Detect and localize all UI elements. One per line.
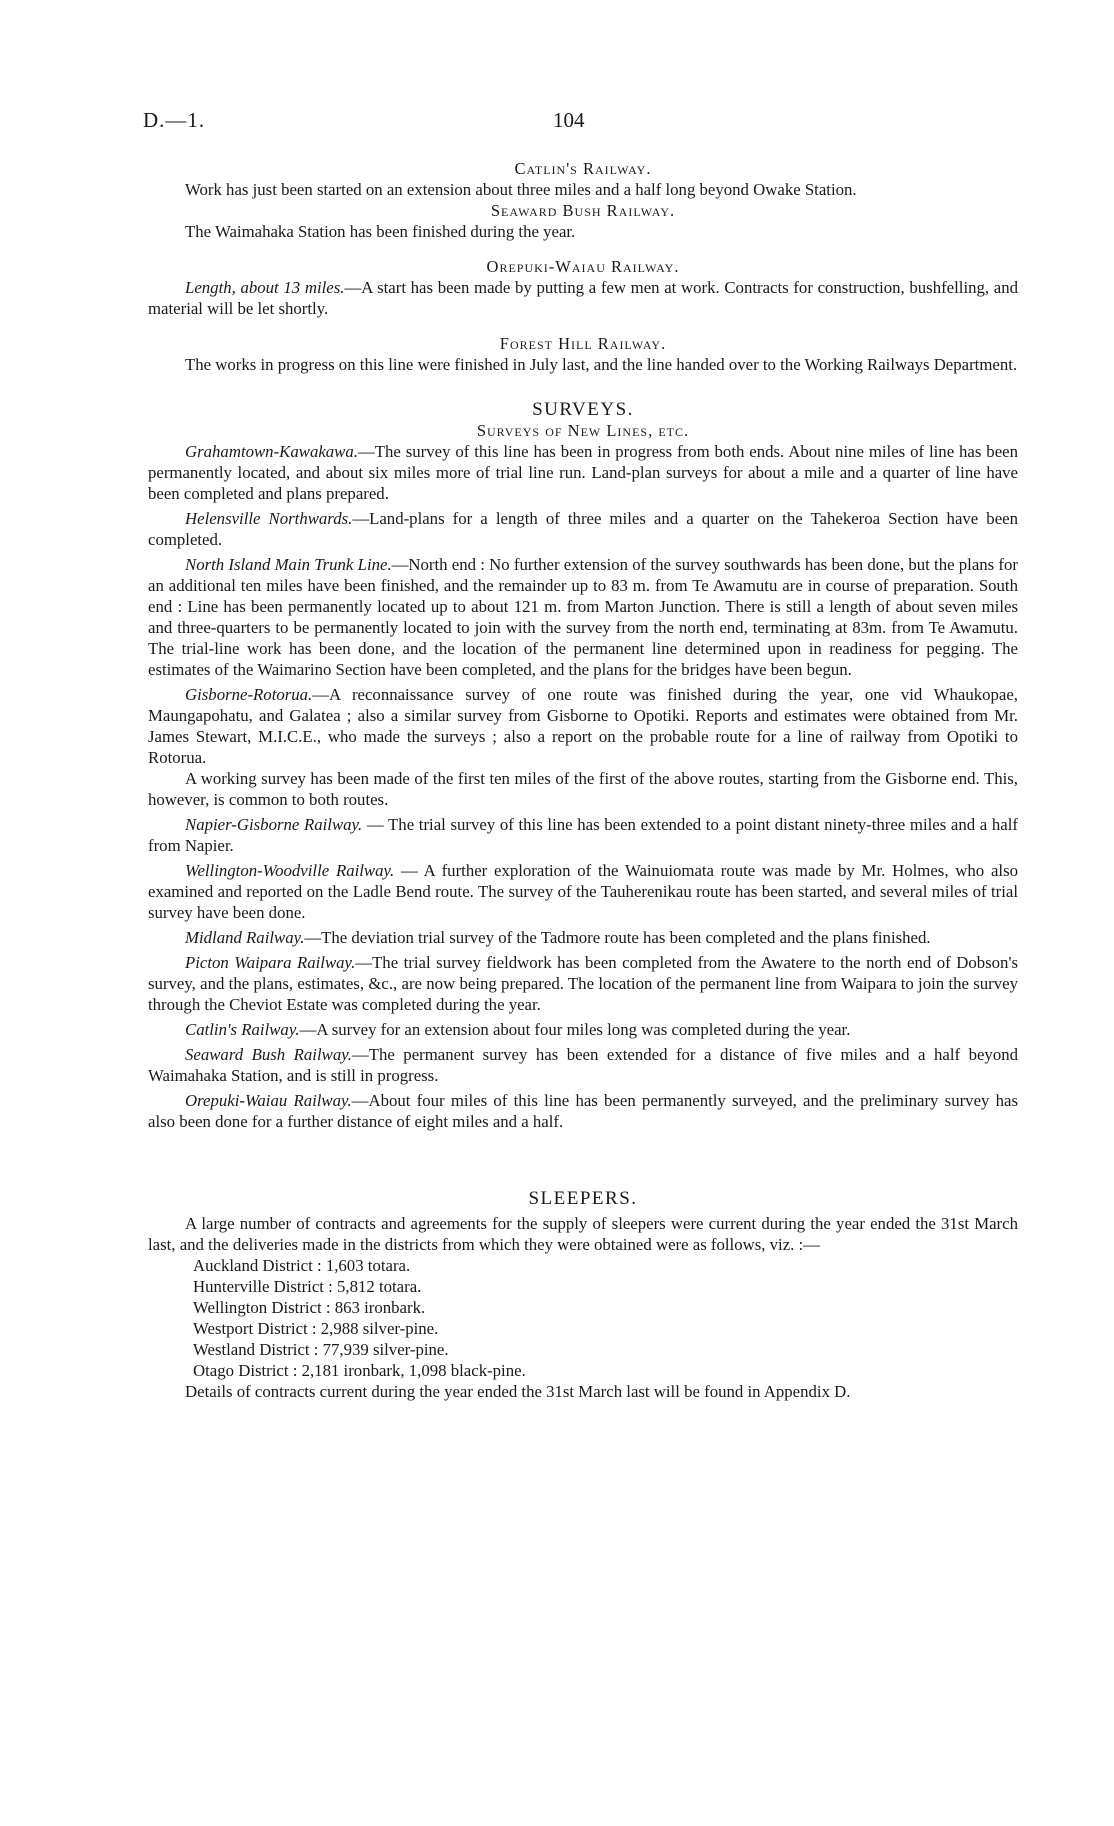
survey-text: —The deviation trial survey of the Tadmore route has been completed and the plans finished. [304, 928, 931, 947]
surveys-subtitle: Surveys of New Lines, etc. [476, 421, 690, 440]
survey-text: —The survey of this line has been in progress from both ends. About nine miles of line has been permanently located, and about six miles more of trial line run. Land-plan surveys for about a mile and a quarter of line have been completed and plans prepared. [148, 442, 1018, 503]
sleepers-list [148, 1255, 1018, 1381]
survey-text: A working survey has been made of the first ten miles of the first of the above routes, starting from the Gisborne end. This, however, is common to both routes. [148, 769, 1018, 809]
survey-lead: Wellington-Woodville Railway. [185, 861, 395, 880]
survey-paragraph [148, 860, 1018, 923]
survey-text: — A further exploration of the Wainuiomata route was made by Mr. Holmes, who also examined and reported on the Ladle Bend route. The survey of the Tauherenikau route has been started, and several miles of trial survey have been done. [148, 861, 1018, 922]
list-item: Otago District : 2,181 ironbark, 1,098 black-pine. [193, 1361, 526, 1380]
forest-hill-heading: Forest Hill Railway. [499, 334, 667, 353]
survey-paragraph [148, 952, 1018, 1015]
survey-lead: Helensville Northwards. [185, 509, 353, 528]
survey-lead: Catlin's Railway. [185, 1020, 300, 1039]
sleepers-intro: A large number of contracts and agreements for the supply of sleepers were current during the year ended the 31st March last, and the deliveries made in the districts from which they were obtained were as follows, viz. :— [148, 1214, 1018, 1254]
list-item: Wellington District : 863 ironbark. [193, 1298, 426, 1317]
catlins-railway-text: Work has just been started on an extension about three miles and a half long beyond Owake Station. [185, 180, 857, 199]
survey-text: —About four miles of this line has been permanently surveyed, and the preliminary survey has also been done for a further distance of eight miles and a half. [148, 1091, 1018, 1131]
survey-paragraph [148, 508, 1018, 550]
survey-paragraph [148, 814, 1018, 856]
survey-text: —A reconnaissance survey of one route was finished during the year, one vid Whaukopae, Maungapohatu, and Galatea ; also a similar survey from Gisborne to Opotiki. Reports and estimates were obtained from Mr. James Stewart, M.I.C.E., who made the surveys ; also a report on the probable route for a line of railway from Opotiki to Rotorua. [148, 685, 1018, 767]
page-header [143, 108, 971, 132]
survey-lead: Picton Waipara Railway. [185, 953, 356, 972]
survey-text: —The trial survey fieldwork has been completed from the Awatere to the north end of Dobson's survey, and the plans, estimates, &c., are now being prepared. The location of the permanent line from Waipara to join the survey through the Cheviot Estate was completed during the year. [148, 953, 1018, 1014]
survey-paragraph [148, 1090, 1018, 1132]
seaward-bush-heading: Seaward Bush Railway. [490, 201, 676, 220]
catlins-railway-heading: Catlin's Railway. [514, 159, 652, 178]
survey-lead: North Island Main Trunk Line. [185, 555, 392, 574]
survey-lead: Gisborne-Rotorua. [185, 685, 313, 704]
list-item: Hunterville District : 5,812 totara. [193, 1277, 422, 1296]
surveys-title: SURVEYS. [532, 399, 634, 420]
list-item: Westport District : 2,988 silver-pine. [193, 1319, 439, 1338]
survey-paragraph [148, 1044, 1018, 1086]
orepuki-waiau-paragraph [148, 277, 1018, 319]
survey-text: —Land-plans for a length of three miles and a quarter on the Tahekeroa Section have been completed. [148, 509, 1018, 549]
orepuki-waiau-heading: Orepuki-Waiau Railway. [486, 257, 680, 276]
survey-paragraph [148, 554, 1018, 680]
survey-paragraph [148, 768, 1018, 810]
survey-text: —The permanent survey has been extended for a distance of five miles and a half beyond Waimahaka Station, and is still in progress. [148, 1045, 1018, 1085]
survey-paragraph [148, 684, 1018, 768]
page-content [148, 158, 1018, 1402]
survey-paragraph [148, 1019, 1018, 1040]
list-item: Westland District : 77,939 silver-pine. [193, 1340, 449, 1359]
survey-lead: Napier-Gisborne Railway. [185, 815, 363, 834]
survey-paragraph [148, 927, 1018, 948]
survey-lead: Grahamtown-Kawakawa. [185, 442, 358, 461]
orepuki-waiau-text: —A start has been made by putting a few men at work. Contracts for construction, bushfelling, and material will be let shortly. [148, 278, 1018, 318]
survey-text: — The trial survey of this line has been extended to a point distant ninety-three miles and a half from Napier. [148, 815, 1018, 855]
page-number: 104 [553, 108, 585, 132]
survey-lead: Midland Railway. [185, 928, 305, 947]
orepuki-waiau-lead: Length, about 13 miles. [185, 278, 345, 297]
sleepers-closing: Details of contracts current during the year ended the 31st March last will be found in Appendix D. [185, 1382, 851, 1401]
surveys-body [148, 441, 1018, 1132]
seaward-bush-text: The Waimahaka Station has been finished during the year. [185, 222, 576, 241]
survey-text: —North end : No further extension of the survey southwards has been done, but the plans for an additional ten miles have been finished, and the remainder up to 83 m. from Te Awamutu are in course of preparation. South end : Line has been permanently located up to about 121 m. from Marton Junction. There is still a length of about seven miles and three-quarters to be permanently located to join with the survey from the north end, terminating at 83m. from Te Awamutu. The trial-line work has been done, and the location of the permanent line determined upon in readiness for pegging. The estimates of the Waimarino Section have been completed, and the plans for the bridges have been begun. [148, 555, 1018, 679]
survey-paragraph [148, 441, 1018, 504]
sleepers-title: SLEEPERS. [528, 1188, 638, 1209]
survey-lead: Orepuki-Waiau Railway. [185, 1091, 352, 1110]
survey-text: —A survey for an extension about four miles long was completed during the year. [299, 1020, 851, 1039]
document-reference: D.—1. [143, 108, 206, 132]
forest-hill-text: The works in progress on this line were finished in July last, and the line handed over to the Working Railways Department. [185, 355, 1018, 374]
list-item: Auckland District : 1,603 totara. [193, 1256, 411, 1275]
survey-lead: Seaward Bush Railway. [185, 1045, 352, 1064]
